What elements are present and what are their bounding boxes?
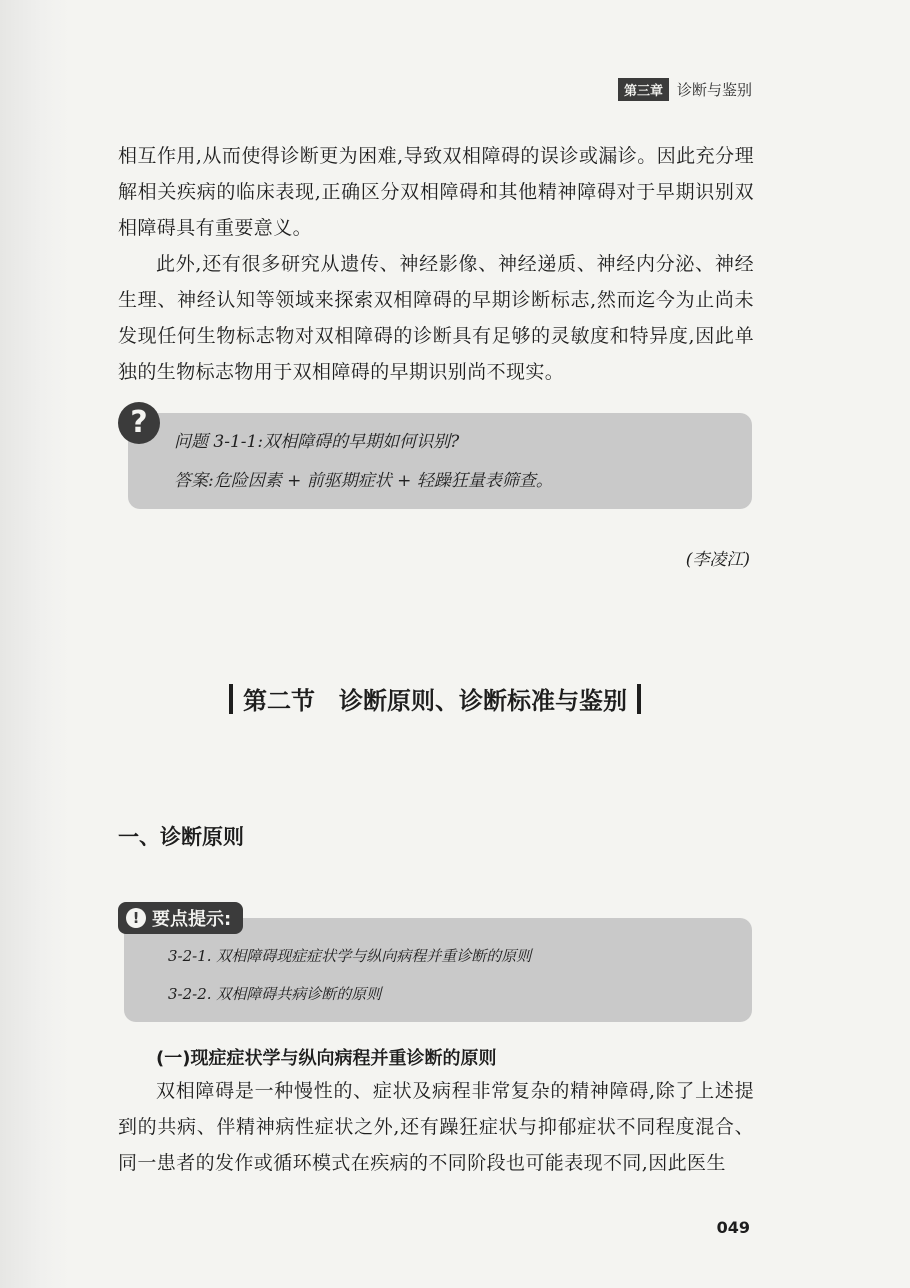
qa-answer: 答案:危险因素 + 前驱期症状 + 轻躁狂量表筛查。 [174,471,553,491]
qa-question: 问题 3-1-1:双相障碍的早期如何识别? [174,432,460,452]
section-title: 第二节 诊断原则、诊断标准与鉴别 [243,687,627,715]
section-heading [0,681,870,716]
paragraph-bottom: 双相障碍是一种慢性的、症状及病程非常复杂的精神障碍,除了上述提到的共病、伴精神病性症状之外,还有躁狂症状与抑郁症状不同程度混合、同一患者的发作或循环模式在疾病的不同阶段也可能表现不同,因此医生 [118,1080,754,1174]
question-mark-icon: ? [118,402,160,444]
subsection-heading: 一、诊断原则 [118,825,244,849]
author-attribution: (李凌江) [685,550,750,570]
paragraph-biomarkers: 此外,还有很多研究从遗传、神经影像、神经递质、神经内分泌、神经生理、神经认知等领域来探索双相障碍的早期诊断标志,然而迄今为止尚未发现任何生物标志物对双相障碍的诊断具有足够的灵敏度和特异度,因此单独的生物标志物用于双相障碍的早期识别尚不现实。 [118,253,754,383]
subsubsection-heading: (一)现症症状学与纵向病程并重诊断的原则 [156,1048,497,1069]
heading-bar-right [637,684,641,714]
key-point-item: 3-2-1. 双相障碍现症症状学与纵向病程并重诊断的原则 [168,947,532,965]
page-number: 049 [716,1218,750,1237]
paragraph-continued: 相互作用,从而使得诊断更为困难,导致双相障碍的误诊或漏诊。因此充分理解相关疾病的临床表现,正确区分双相障碍和其他精神障碍对于早期识别双相障碍具有重要意义。 [118,145,754,239]
key-points-label: 要点提示: [152,909,232,930]
body-text-top [118,138,754,390]
exclamation-icon: ! [126,908,146,928]
page-gutter-shadow [0,0,70,1288]
chapter-badge: 第三章 [618,78,669,101]
key-points-tab [118,902,243,934]
heading-bar-left [229,684,233,714]
key-point-item: 3-2-2. 双相障碍共病诊断的原则 [168,985,382,1003]
chapter-title: 诊断与鉴别 [676,81,752,99]
running-header [618,78,752,101]
